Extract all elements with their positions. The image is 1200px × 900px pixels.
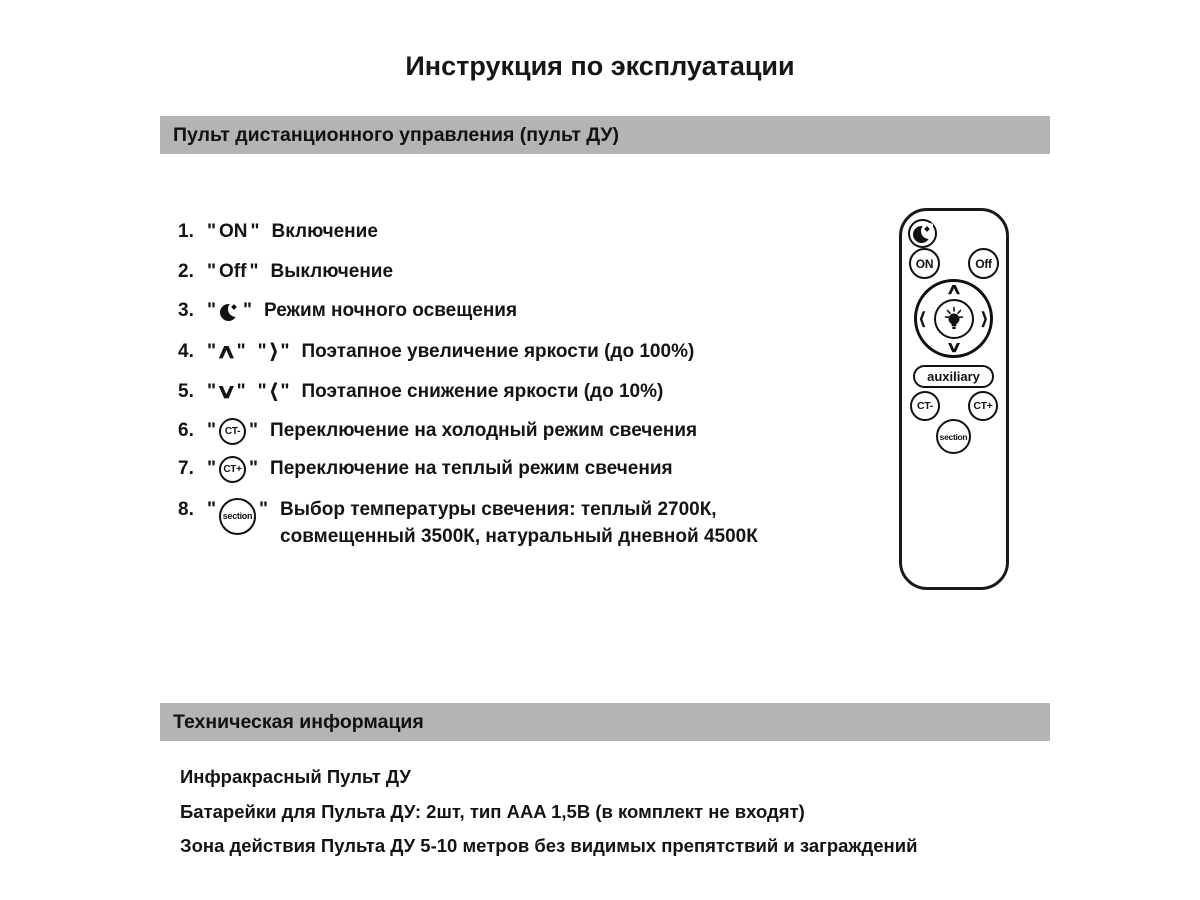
on-button-label: ON: [915, 256, 934, 271]
arrow-down-icon: ∨: [215, 381, 237, 403]
item-number: 3.: [178, 300, 194, 321]
quote-mark: ": [249, 261, 259, 282]
section-header-remote: [160, 116, 1050, 154]
section-header-tech-label: Техническая информация: [173, 710, 424, 733]
section-icon: [219, 498, 256, 535]
auxiliary-button: [913, 365, 994, 388]
section-header-tech: [160, 703, 1050, 741]
off-button-label: Off: [975, 256, 992, 271]
list-item-warm-mode: [178, 455, 673, 483]
quote-mark: ": [250, 221, 260, 242]
tech-info-line: Инфракрасный Пульт ДУ: [180, 766, 411, 787]
quote-mark: ": [249, 420, 259, 441]
item-number: 2.: [178, 261, 194, 282]
on-button-label: ON: [219, 221, 248, 242]
list-item-brightness-up: [178, 338, 694, 366]
quote-mark: ": [207, 420, 217, 441]
item-number: 6.: [178, 420, 194, 441]
ct-plus-icon: [219, 456, 246, 483]
item-number: 8.: [178, 499, 194, 520]
section-button: [936, 419, 971, 454]
ct-minus-button: [910, 391, 940, 421]
off-button-label: Off: [219, 261, 247, 282]
quote-mark: ": [236, 381, 246, 402]
list-item-night-mode: [178, 297, 517, 325]
quote-mark: ": [207, 341, 217, 362]
light-bulb-icon: [942, 306, 966, 332]
item-number: 7.: [178, 458, 194, 479]
arrow-down-icon: ∨: [945, 339, 962, 356]
remote-illustration: [899, 208, 1009, 590]
ct-plus-button-label: CT+: [973, 400, 993, 412]
tech-info-line: Зона действия Пульта ДУ 5-10 метров без видимых препятствий и заграждений: [180, 835, 918, 856]
tech-info-line: Батарейки для Пульта ДУ: 2шт, тип AAA 1,5В (в комплект не входят): [180, 801, 805, 822]
quote-mark: ": [280, 341, 290, 362]
quote-mark: ": [207, 261, 217, 282]
auxiliary-button-label: auxiliary: [927, 369, 980, 384]
quote-mark: ": [236, 341, 246, 362]
quote-mark: ": [207, 300, 217, 321]
page-title: Инструкция по эксплуатации: [405, 51, 795, 81]
list-item-cold-mode: [178, 417, 697, 445]
quote-mark: ": [243, 300, 253, 321]
section-header-remote-label: Пульт дистанционного управления (пульт ДУ): [173, 123, 620, 146]
ct-plus-icon-label: CT+: [223, 463, 242, 475]
quote-mark: ": [257, 341, 267, 362]
quote-mark: ": [257, 381, 267, 402]
quote-mark: ": [280, 381, 290, 402]
nav-pad: [914, 279, 993, 358]
arrow-up-icon: ∧: [215, 341, 237, 363]
item-label-line1: Выбор температуры свечения: теплый 2700К,: [280, 499, 717, 520]
item-label: Переключение на холодный режим свечения: [270, 420, 698, 441]
quote-mark: ": [207, 499, 217, 520]
list-item-color-temperature: [178, 496, 758, 550]
quote-mark: ": [207, 221, 217, 242]
on-button: [909, 248, 940, 279]
item-number: 5.: [178, 381, 194, 402]
list-item-off: [178, 258, 393, 286]
item-label-line2: совмещенный 3500К, натуральный дневной 4500К: [280, 526, 758, 547]
quote-mark: ": [249, 458, 259, 479]
arrow-right-icon: ⟩: [268, 341, 279, 363]
item-label: Поэтапное снижение яркости (до 10%): [301, 381, 664, 402]
item-label: Переключение на теплый режим свечения: [270, 458, 673, 479]
item-number: 1.: [178, 221, 194, 242]
bulb-button: [934, 299, 974, 339]
ct-minus-icon: [219, 418, 246, 445]
crescent-moon-icon: [912, 223, 933, 244]
section-button-label: section: [939, 431, 968, 442]
arrow-right-icon: ⟩: [980, 309, 989, 328]
arrow-left-icon: ⟨: [918, 309, 927, 328]
ct-minus-icon-label: CT-: [224, 425, 241, 437]
item-label: Выключение: [270, 261, 394, 282]
ct-minus-button-label: CT-: [916, 400, 933, 412]
item-label: Включение: [271, 221, 378, 242]
arrow-left-icon: ⟨: [268, 381, 279, 403]
section-icon-label: section: [222, 511, 253, 521]
list-item-brightness-down: [178, 378, 663, 406]
crescent-moon-icon: [219, 301, 240, 322]
quote-mark: ": [259, 499, 269, 520]
list-item-on: [178, 218, 378, 246]
arrow-up-icon: ∧: [945, 281, 962, 298]
item-label: Режим ночного освещения: [264, 300, 518, 321]
ct-plus-button: [968, 391, 998, 421]
item-number: 4.: [178, 341, 194, 362]
quote-mark: ": [207, 381, 217, 402]
quote-mark: ": [207, 458, 217, 479]
item-label: Поэтапное увеличение яркости (до 100%): [301, 341, 695, 362]
night-mode-button: [908, 219, 937, 248]
item-label-lines: [280, 496, 758, 550]
off-button: [968, 248, 999, 279]
